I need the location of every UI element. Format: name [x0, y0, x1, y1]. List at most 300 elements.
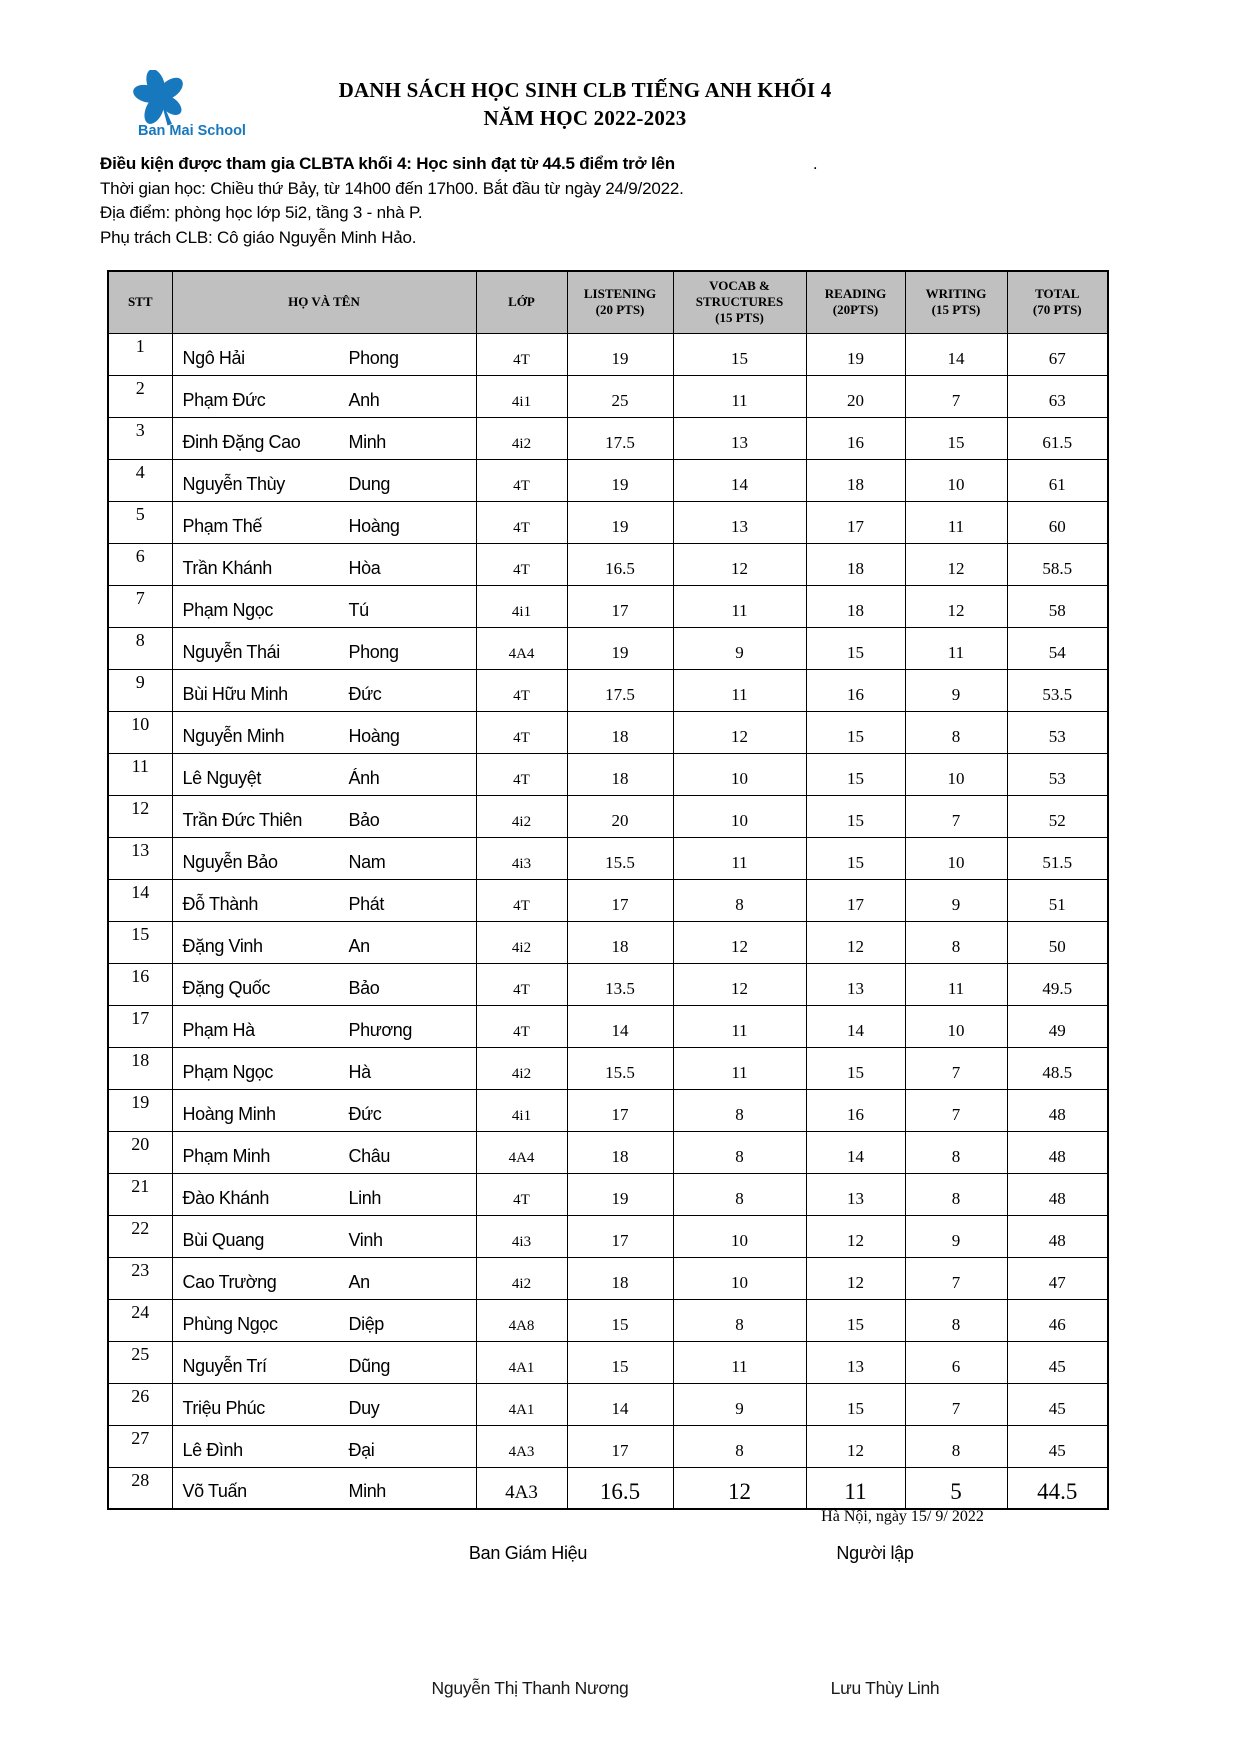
- given-name: Duy: [348, 1397, 380, 1418]
- writing-score-cell: 7: [905, 795, 1007, 837]
- student-name-cell: [172, 1425, 476, 1467]
- total-score-cell: 48: [1007, 1089, 1108, 1131]
- family-name: Nguyễn Trí: [182, 1355, 267, 1376]
- vocab-score-cell: 10: [673, 1215, 806, 1257]
- reading-score-cell: 15: [806, 627, 905, 669]
- reading-score-cell: 15: [806, 1047, 905, 1089]
- class-cell: 4A4: [476, 1131, 567, 1173]
- row-number-cell: 25: [108, 1341, 172, 1383]
- vocab-score-cell: 13: [673, 417, 806, 459]
- row-number-cell: 5: [108, 501, 172, 543]
- family-name: Bùi Hữu Minh: [182, 683, 288, 704]
- given-name: Bảo: [348, 809, 380, 830]
- student-name-cell: [172, 963, 476, 1005]
- listening-score-cell: 17: [567, 1215, 673, 1257]
- given-name: Hoàng: [348, 515, 400, 536]
- reading-score-cell: 16: [806, 417, 905, 459]
- title-line-2: NĂM HỌC 2022-2023: [483, 106, 687, 130]
- class-cell: 4A4: [476, 627, 567, 669]
- given-name: Phát: [348, 893, 384, 914]
- listening-score-cell: 19: [567, 333, 673, 375]
- family-name: Đào Khánh: [182, 1187, 269, 1208]
- principal-signature-name: Nguyễn Thị Thanh Nương: [431, 1678, 629, 1698]
- total-score-cell: 51: [1007, 879, 1108, 921]
- student-row: [108, 585, 1108, 627]
- student-name-cell: [172, 1467, 476, 1509]
- student-name-cell: [172, 1383, 476, 1425]
- total-score-cell: 53: [1007, 753, 1108, 795]
- student-row: [108, 1089, 1108, 1131]
- student-row: [108, 1215, 1108, 1257]
- class-cell: 4T: [476, 963, 567, 1005]
- condition-trailing-dot: .: [812, 154, 818, 173]
- reading-score-cell: 15: [806, 837, 905, 879]
- reading-score-cell: 17: [806, 879, 905, 921]
- vocab-score-cell: 8: [673, 1299, 806, 1341]
- class-cell: 4T: [476, 1173, 567, 1215]
- vocab-score-cell: 12: [673, 711, 806, 753]
- reading-score-cell: 20: [806, 375, 905, 417]
- family-name: Đặng Vinh: [182, 935, 263, 956]
- listening-score-cell: 17.5: [567, 669, 673, 711]
- student-row: [108, 333, 1108, 375]
- family-name: Bùi Quang: [182, 1229, 264, 1250]
- total-score-cell: 58.5: [1007, 543, 1108, 585]
- student-row: [108, 1299, 1108, 1341]
- col-header-name: HỌ VÀ TÊN: [172, 271, 476, 333]
- given-name: Ánh: [348, 767, 380, 788]
- col-header-vocab: VOCAB & STRUCTURES (15 PTS): [673, 271, 806, 333]
- row-number-cell: 7: [108, 585, 172, 627]
- row-number-cell: 22: [108, 1215, 172, 1257]
- student-row: [108, 879, 1108, 921]
- student-name-cell: [172, 1215, 476, 1257]
- vocab-score-cell: 11: [673, 837, 806, 879]
- reading-score-cell: 15: [806, 753, 905, 795]
- class-cell: 4i2: [476, 795, 567, 837]
- row-number-cell: 1: [108, 333, 172, 375]
- class-cell: 4T: [476, 333, 567, 375]
- student-name-cell: [172, 459, 476, 501]
- class-cell: 4T: [476, 543, 567, 585]
- row-number-cell: 2: [108, 375, 172, 417]
- writing-score-cell: 12: [905, 585, 1007, 627]
- total-score-cell: 54: [1007, 627, 1108, 669]
- writing-score-cell: 6: [905, 1341, 1007, 1383]
- listening-score-cell: 16.5: [567, 543, 673, 585]
- given-name: Minh: [348, 431, 386, 452]
- listening-score-cell: 15.5: [567, 1047, 673, 1089]
- family-name: Đinh Đặng Cao: [182, 431, 301, 452]
- given-name: Hà: [348, 1061, 371, 1082]
- listening-score-cell: 15.5: [567, 837, 673, 879]
- student-row: [108, 1425, 1108, 1467]
- writing-score-cell: 7: [905, 1089, 1007, 1131]
- vocab-score-cell: 11: [673, 585, 806, 627]
- place-date: Hà Nội, ngày 15/ 9/ 2022: [821, 1508, 984, 1525]
- vocab-score-cell: 11: [673, 1005, 806, 1047]
- vocab-score-cell: 10: [673, 795, 806, 837]
- given-name: Phong: [348, 641, 399, 662]
- row-number-cell: 24: [108, 1299, 172, 1341]
- reading-score-cell: 12: [806, 921, 905, 963]
- student-name-cell: [172, 921, 476, 963]
- writing-score-cell: 8: [905, 1299, 1007, 1341]
- total-score-cell: 67: [1007, 333, 1108, 375]
- student-name-cell: [172, 837, 476, 879]
- student-name-cell: [172, 333, 476, 375]
- class-cell: 4i1: [476, 1089, 567, 1131]
- col-header-total: TOTAL (70 PTS): [1007, 271, 1108, 333]
- listening-score-cell: 17: [567, 1425, 673, 1467]
- listening-score-cell: 18: [567, 1257, 673, 1299]
- family-name: Nguyễn Thái: [182, 641, 280, 662]
- student-name-cell: [172, 1089, 476, 1131]
- total-score-cell: 51.5: [1007, 837, 1108, 879]
- student-name-cell: [172, 1173, 476, 1215]
- student-name-cell: [172, 501, 476, 543]
- family-name: Phạm Thế: [182, 515, 263, 536]
- given-name: Vinh: [348, 1229, 383, 1250]
- col-header-writing: WRITING (15 PTS): [905, 271, 1007, 333]
- given-name: Diệp: [348, 1313, 384, 1334]
- reading-score-cell: 15: [806, 1299, 905, 1341]
- vocab-score-cell: 12: [673, 921, 806, 963]
- col-header-listening: LISTENING (20 PTS): [567, 271, 673, 333]
- total-score-cell: 45: [1007, 1425, 1108, 1467]
- family-name: Trần Khánh: [182, 557, 272, 578]
- listening-score-cell: 18: [567, 711, 673, 753]
- class-cell: 4A8: [476, 1299, 567, 1341]
- family-name: Nguyễn Thùy: [182, 473, 285, 494]
- class-cell: 4A1: [476, 1341, 567, 1383]
- row-number-cell: 12: [108, 795, 172, 837]
- row-number-cell: 21: [108, 1173, 172, 1215]
- student-row: [108, 1047, 1108, 1089]
- student-row: [108, 1257, 1108, 1299]
- row-number-cell: 17: [108, 1005, 172, 1047]
- reading-score-cell: 15: [806, 1383, 905, 1425]
- given-name: Đức: [348, 1103, 382, 1124]
- given-name: Tú: [348, 599, 369, 620]
- given-name: An: [348, 1271, 370, 1292]
- student-name-cell: [172, 585, 476, 627]
- given-name: Hoàng: [348, 725, 400, 746]
- preparer-label: Người lập: [836, 1543, 914, 1563]
- listening-score-cell: 17: [567, 879, 673, 921]
- vocab-score-cell: 9: [673, 627, 806, 669]
- reading-score-cell: 16: [806, 669, 905, 711]
- row-number-cell: 26: [108, 1383, 172, 1425]
- writing-score-cell: 9: [905, 669, 1007, 711]
- student-name-cell: [172, 1047, 476, 1089]
- writing-score-cell: 11: [905, 963, 1007, 1005]
- student-row: [108, 1467, 1108, 1509]
- given-name: Anh: [348, 389, 380, 410]
- writing-score-cell: 9: [905, 879, 1007, 921]
- family-name: Phạm Ngọc: [182, 599, 273, 620]
- student-row: [108, 711, 1108, 753]
- total-score-cell: 49.5: [1007, 963, 1108, 1005]
- reading-score-cell: 13: [806, 963, 905, 1005]
- reading-score-cell: 18: [806, 585, 905, 627]
- reading-score-cell: 13: [806, 1173, 905, 1215]
- total-score-cell: 63: [1007, 375, 1108, 417]
- reading-score-cell: 13: [806, 1341, 905, 1383]
- family-name: Phạm Hà: [182, 1019, 255, 1040]
- given-name: Linh: [348, 1187, 381, 1208]
- writing-score-cell: 5: [905, 1467, 1007, 1509]
- vocab-score-cell: 8: [673, 1173, 806, 1215]
- student-row: [108, 375, 1108, 417]
- given-name: Bảo: [348, 977, 380, 998]
- col-header-class: LỚP: [476, 271, 567, 333]
- writing-score-cell: 11: [905, 501, 1007, 543]
- student-name-cell: [172, 1257, 476, 1299]
- given-name: Đức: [348, 683, 382, 704]
- student-name-cell: [172, 1341, 476, 1383]
- class-cell: 4i3: [476, 837, 567, 879]
- writing-score-cell: 7: [905, 1047, 1007, 1089]
- reading-score-cell: 16: [806, 1089, 905, 1131]
- family-name: Đặng Quốc: [182, 977, 270, 998]
- logo-school-name: Ban Mai School: [138, 123, 246, 139]
- row-number-cell: 9: [108, 669, 172, 711]
- class-cell: 4i2: [476, 921, 567, 963]
- writing-score-cell: 10: [905, 837, 1007, 879]
- student-name-cell: [172, 795, 476, 837]
- writing-score-cell: 12: [905, 543, 1007, 585]
- class-cell: 4i1: [476, 375, 567, 417]
- row-number-cell: 8: [108, 627, 172, 669]
- student-row: [108, 543, 1108, 585]
- total-score-cell: 61: [1007, 459, 1108, 501]
- listening-score-cell: 14: [567, 1005, 673, 1047]
- class-cell: 4T: [476, 879, 567, 921]
- reading-score-cell: 18: [806, 459, 905, 501]
- student-name-cell: [172, 879, 476, 921]
- listening-score-cell: 18: [567, 753, 673, 795]
- writing-score-cell: 10: [905, 1005, 1007, 1047]
- reading-score-cell: 12: [806, 1425, 905, 1467]
- row-number-cell: 28: [108, 1467, 172, 1509]
- principal-board-label: Ban Giám Hiệu: [468, 1543, 588, 1563]
- family-name: Cao Trường: [182, 1271, 277, 1292]
- family-name: Phạm Đức: [182, 389, 266, 410]
- vocab-score-cell: 11: [673, 1341, 806, 1383]
- row-number-cell: 16: [108, 963, 172, 1005]
- writing-score-cell: 8: [905, 1131, 1007, 1173]
- listening-score-cell: 17: [567, 1089, 673, 1131]
- reading-score-cell: 17: [806, 501, 905, 543]
- listening-score-cell: 19: [567, 501, 673, 543]
- class-cell: 4i2: [476, 417, 567, 459]
- total-score-cell: 50: [1007, 921, 1108, 963]
- student-table-body: [108, 333, 1108, 1509]
- listening-score-cell: 16.5: [567, 1467, 673, 1509]
- total-score-cell: 58: [1007, 585, 1108, 627]
- title-line-1: DANH SÁCH HỌC SINH CLB TIẾNG ANH KHỐI 4: [338, 78, 832, 102]
- location-line: Địa điểm: phòng học lớp 5i2, tầng 3 - nhà P.: [100, 203, 423, 222]
- reading-score-cell: 19: [806, 333, 905, 375]
- total-score-cell: 47: [1007, 1257, 1108, 1299]
- family-name: Nguyễn Bảo: [182, 851, 278, 872]
- total-score-cell: 52: [1007, 795, 1108, 837]
- row-number-cell: 20: [108, 1131, 172, 1173]
- condition-line: Điều kiện được tham gia CLBTA khối 4: Học sinh đạt từ 44.5 điểm trở lên .: [100, 152, 920, 177]
- total-score-cell: 46: [1007, 1299, 1108, 1341]
- given-name: An: [348, 935, 370, 956]
- family-name: Phạm Ngọc: [182, 1061, 273, 1082]
- vocab-score-cell: 10: [673, 1257, 806, 1299]
- vocab-score-cell: 12: [673, 1467, 806, 1509]
- writing-score-cell: 10: [905, 753, 1007, 795]
- intro-block: [100, 152, 920, 250]
- family-name: Phùng Ngọc: [182, 1313, 278, 1334]
- reading-score-cell: 12: [806, 1257, 905, 1299]
- vocab-score-cell: 10: [673, 753, 806, 795]
- total-score-cell: 53.5: [1007, 669, 1108, 711]
- writing-score-cell: 9: [905, 1215, 1007, 1257]
- vocab-score-cell: 8: [673, 1131, 806, 1173]
- schedule-line: Thời gian học: Chiều thứ Bảy, từ 14h00 đến 17h00. Bắt đầu từ ngày 24/9/2022.: [100, 178, 684, 198]
- student-name-cell: [172, 753, 476, 795]
- family-name: Phạm Minh: [182, 1145, 270, 1166]
- vocab-score-cell: 14: [673, 459, 806, 501]
- writing-score-cell: 7: [905, 375, 1007, 417]
- student-row: [108, 795, 1108, 837]
- student-row: [108, 921, 1108, 963]
- total-score-cell: 48: [1007, 1215, 1108, 1257]
- vocab-score-cell: 8: [673, 1089, 806, 1131]
- listening-score-cell: 20: [567, 795, 673, 837]
- student-row: [108, 1173, 1108, 1215]
- class-cell: 4T: [476, 459, 567, 501]
- given-name: Đại: [348, 1439, 375, 1460]
- reading-score-cell: 14: [806, 1131, 905, 1173]
- col-header-stt: STT: [108, 271, 172, 333]
- writing-score-cell: 15: [905, 417, 1007, 459]
- writing-score-cell: 7: [905, 1383, 1007, 1425]
- total-score-cell: 45: [1007, 1341, 1108, 1383]
- col-header-reading: READING (20PTS): [806, 271, 905, 333]
- writing-score-cell: 8: [905, 1173, 1007, 1215]
- writing-score-cell: 11: [905, 627, 1007, 669]
- family-name: Hoàng Minh: [182, 1103, 276, 1124]
- total-score-cell: 61.5: [1007, 417, 1108, 459]
- row-number-cell: 6: [108, 543, 172, 585]
- vocab-score-cell: 9: [673, 1383, 806, 1425]
- vocab-score-cell: 8: [673, 1425, 806, 1467]
- reading-score-cell: 15: [806, 795, 905, 837]
- writing-score-cell: 14: [905, 333, 1007, 375]
- class-cell: 4i2: [476, 1047, 567, 1089]
- class-cell: 4i3: [476, 1215, 567, 1257]
- student-row: [108, 963, 1108, 1005]
- student-row: [108, 417, 1108, 459]
- total-score-cell: 49: [1007, 1005, 1108, 1047]
- student-score-table: [107, 270, 1109, 1510]
- class-cell: 4T: [476, 501, 567, 543]
- student-row: [108, 1005, 1108, 1047]
- table-header-row: [108, 271, 1108, 333]
- vocab-score-cell: 11: [673, 375, 806, 417]
- vocab-score-cell: 13: [673, 501, 806, 543]
- family-name: Lê Đình: [182, 1439, 243, 1460]
- writing-score-cell: 8: [905, 1425, 1007, 1467]
- given-name: Dung: [348, 473, 390, 494]
- student-name-cell: [172, 543, 476, 585]
- class-cell: 4T: [476, 1005, 567, 1047]
- document-title: [0, 76, 1170, 132]
- vocab-score-cell: 11: [673, 1047, 806, 1089]
- given-name: Minh: [348, 1481, 386, 1501]
- row-number-cell: 13: [108, 837, 172, 879]
- row-number-cell: 14: [108, 879, 172, 921]
- listening-score-cell: 14: [567, 1383, 673, 1425]
- listening-score-cell: 19: [567, 459, 673, 501]
- class-cell: 4A3: [476, 1425, 567, 1467]
- total-score-cell: 44.5: [1007, 1467, 1108, 1509]
- family-name: Trần Đức Thiên: [182, 809, 302, 830]
- listening-score-cell: 17: [567, 585, 673, 627]
- family-name: Lê Nguyệt: [182, 767, 261, 788]
- teacher-line: Phụ trách CLB: Cô giáo Nguyễn Minh Hảo.: [100, 227, 417, 247]
- class-cell: 4i2: [476, 1257, 567, 1299]
- student-row: [108, 669, 1108, 711]
- given-name: Phong: [348, 347, 399, 368]
- student-row: [108, 459, 1108, 501]
- vocab-score-cell: 15: [673, 333, 806, 375]
- preparer-signature-name: Lưu Thùy Linh: [830, 1678, 940, 1698]
- writing-score-cell: 10: [905, 459, 1007, 501]
- student-name-cell: [172, 711, 476, 753]
- class-cell: 4A3: [476, 1467, 567, 1509]
- total-score-cell: 48: [1007, 1131, 1108, 1173]
- vocab-score-cell: 12: [673, 543, 806, 585]
- listening-score-cell: 13.5: [567, 963, 673, 1005]
- listening-score-cell: 17.5: [567, 417, 673, 459]
- listening-score-cell: 19: [567, 627, 673, 669]
- student-name-cell: [172, 375, 476, 417]
- student-name-cell: [172, 1299, 476, 1341]
- family-name: Triệu Phúc: [182, 1397, 265, 1418]
- listening-score-cell: 19: [567, 1173, 673, 1215]
- row-number-cell: 3: [108, 417, 172, 459]
- writing-score-cell: 8: [905, 711, 1007, 753]
- row-number-cell: 18: [108, 1047, 172, 1089]
- vocab-score-cell: 8: [673, 879, 806, 921]
- student-name-cell: [172, 1131, 476, 1173]
- row-number-cell: 27: [108, 1425, 172, 1467]
- class-cell: 4T: [476, 753, 567, 795]
- student-row: [108, 501, 1108, 543]
- student-row: [108, 627, 1108, 669]
- student-row: [108, 1341, 1108, 1383]
- family-name: Võ Tuấn: [182, 1481, 247, 1501]
- student-row: [108, 1383, 1108, 1425]
- total-score-cell: 53: [1007, 711, 1108, 753]
- total-score-cell: 60: [1007, 501, 1108, 543]
- listening-score-cell: 25: [567, 375, 673, 417]
- class-cell: 4T: [476, 711, 567, 753]
- vocab-score-cell: 11: [673, 669, 806, 711]
- student-row: [108, 753, 1108, 795]
- reading-score-cell: 14: [806, 1005, 905, 1047]
- row-number-cell: 19: [108, 1089, 172, 1131]
- row-number-cell: 4: [108, 459, 172, 501]
- student-name-cell: [172, 1005, 476, 1047]
